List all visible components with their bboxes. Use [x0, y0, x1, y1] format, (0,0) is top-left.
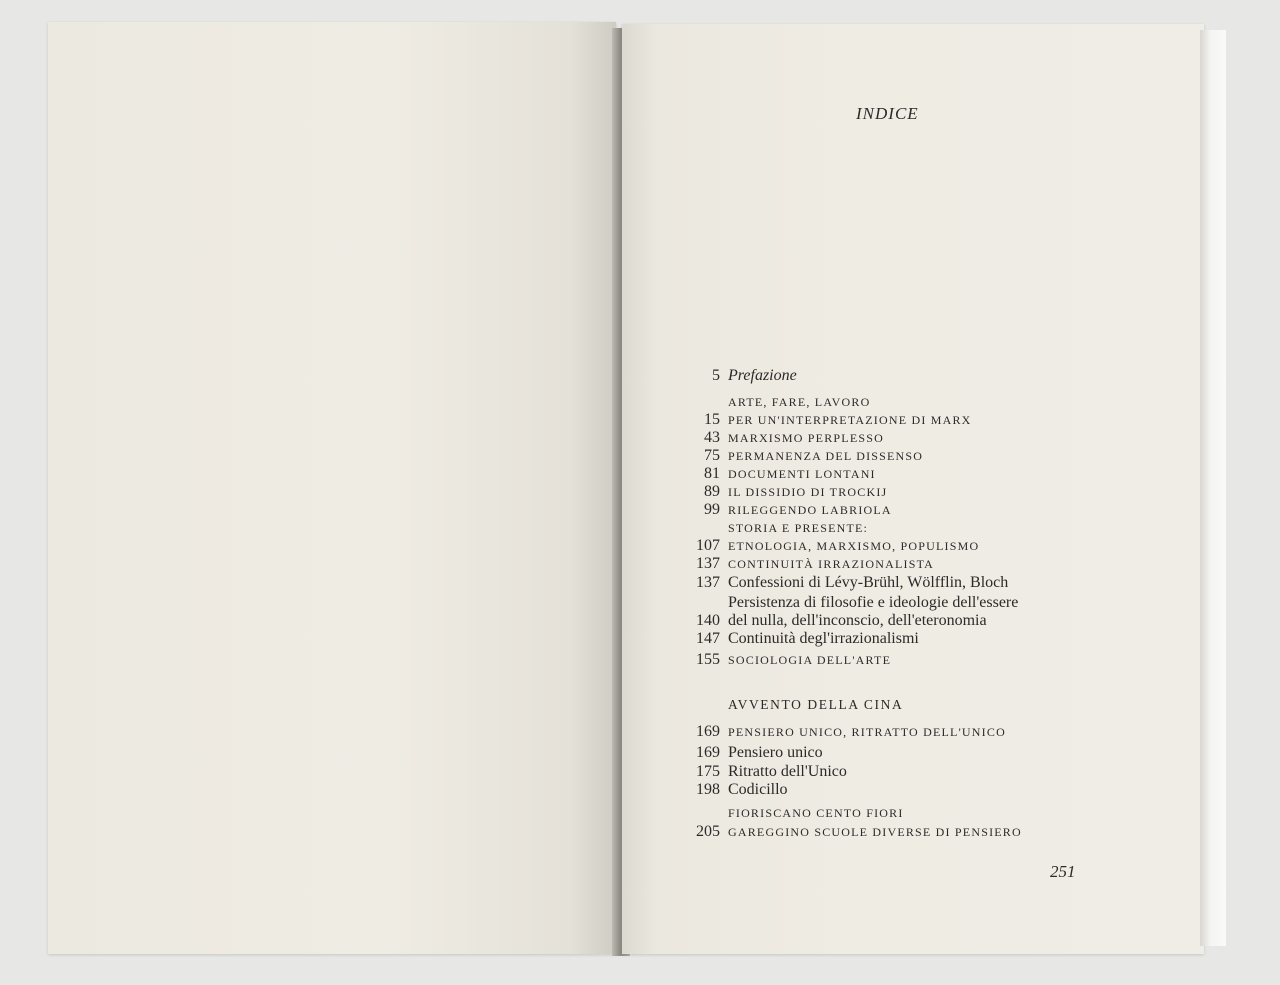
toc-entry	[672, 611, 1092, 631]
toc-entry	[672, 366, 1092, 386]
toc-page: 75	[704, 447, 720, 464]
toc-page: 198	[696, 781, 720, 798]
toc-entry	[672, 780, 1092, 800]
left-page	[48, 22, 616, 954]
toc-title: CONTINUITÀ IRRAZIONALISTA	[728, 557, 935, 571]
toc-entry	[672, 482, 1092, 502]
toc-page: 137	[696, 574, 720, 591]
toc-page: 175	[696, 763, 720, 780]
toc-title: MARXISMO PERPLESSO	[728, 431, 884, 445]
toc-page: 169	[696, 723, 720, 740]
toc-entry	[672, 392, 1092, 412]
index-heading: INDICE	[856, 104, 919, 123]
toc-title: Continuità degl'irrazionalismi	[728, 630, 919, 647]
toc-entry	[672, 762, 1092, 782]
toc-title: IL DISSIDIO DI TROCKIJ	[728, 485, 888, 499]
toc-entry	[672, 803, 1092, 823]
toc-page: 5	[712, 367, 720, 384]
toc-entry	[672, 573, 1092, 593]
toc-title: FIORISCANO CENTO FIORI	[728, 806, 904, 820]
toc-entry	[672, 593, 1092, 613]
toc-title: ETNOLOGIA, MARXISMO, POPULISMO	[728, 539, 980, 553]
toc-title: GAREGGINO SCUOLE DIVERSE DI PENSIERO	[728, 825, 1022, 839]
toc-title: STORIA E PRESENTE:	[728, 521, 869, 535]
toc-entry	[672, 822, 1092, 842]
toc-page: 99	[704, 501, 720, 518]
toc-title: RILEGGENDO LABRIOLA	[728, 503, 892, 517]
toc-entry	[672, 446, 1092, 466]
toc-page: 205	[696, 823, 720, 840]
toc-entry	[672, 629, 1092, 649]
toc-page: 155	[696, 651, 720, 668]
toc-title: PERMANENZA DEL DISSENSO	[728, 449, 924, 463]
toc-page: 81	[704, 465, 720, 482]
toc-title: Ritratto dell'Unico	[728, 763, 847, 780]
toc-title: SOCIOLOGIA DELL'ARTE	[728, 653, 892, 667]
toc-entry	[672, 554, 1092, 574]
toc-entry	[672, 695, 1092, 715]
toc-entry	[672, 743, 1092, 763]
toc-page: 107	[696, 537, 720, 554]
toc-page: 169	[696, 744, 720, 761]
toc-title: PENSIERO UNICO, RITRATTO DELL'UNICO	[728, 725, 1006, 739]
toc-title: del nulla, dell'inconscio, dell'eteronomia	[728, 612, 987, 629]
toc-title: Persistenza di filosofie e ideologie dell'essere	[728, 594, 1019, 611]
toc-entry	[672, 428, 1092, 448]
toc-title: PER UN'INTERPRETAZIONE DI MARX	[728, 413, 972, 427]
toc-title: DOCUMENTI LONTANI	[728, 467, 876, 481]
toc-entry	[672, 536, 1092, 556]
toc-entry	[672, 518, 1092, 538]
toc-page: 89	[704, 483, 720, 500]
page-number: 251	[1050, 862, 1076, 881]
toc-page: 15	[704, 411, 720, 428]
toc-entry	[672, 722, 1092, 742]
toc-entry	[672, 464, 1092, 484]
page-edges	[1200, 30, 1226, 946]
toc-entry	[672, 500, 1092, 520]
toc-page: 140	[696, 612, 720, 629]
toc-entry	[672, 410, 1092, 430]
toc-title: Confessioni di Lévy-Brühl, Wölfflin, Bloch	[728, 574, 1009, 591]
toc-title: Pensiero unico	[728, 744, 823, 761]
toc-title: ARTE, FARE, LAVORO	[728, 395, 871, 409]
toc-page: 147	[696, 630, 720, 647]
toc-page: 43	[704, 429, 720, 446]
toc-title: Codicillo	[728, 781, 788, 798]
toc-page: 137	[696, 555, 720, 572]
toc-title: Prefazione	[728, 367, 797, 384]
toc-entry	[672, 650, 1092, 670]
toc-title: AVVENTO DELLA CINA	[728, 697, 904, 712]
